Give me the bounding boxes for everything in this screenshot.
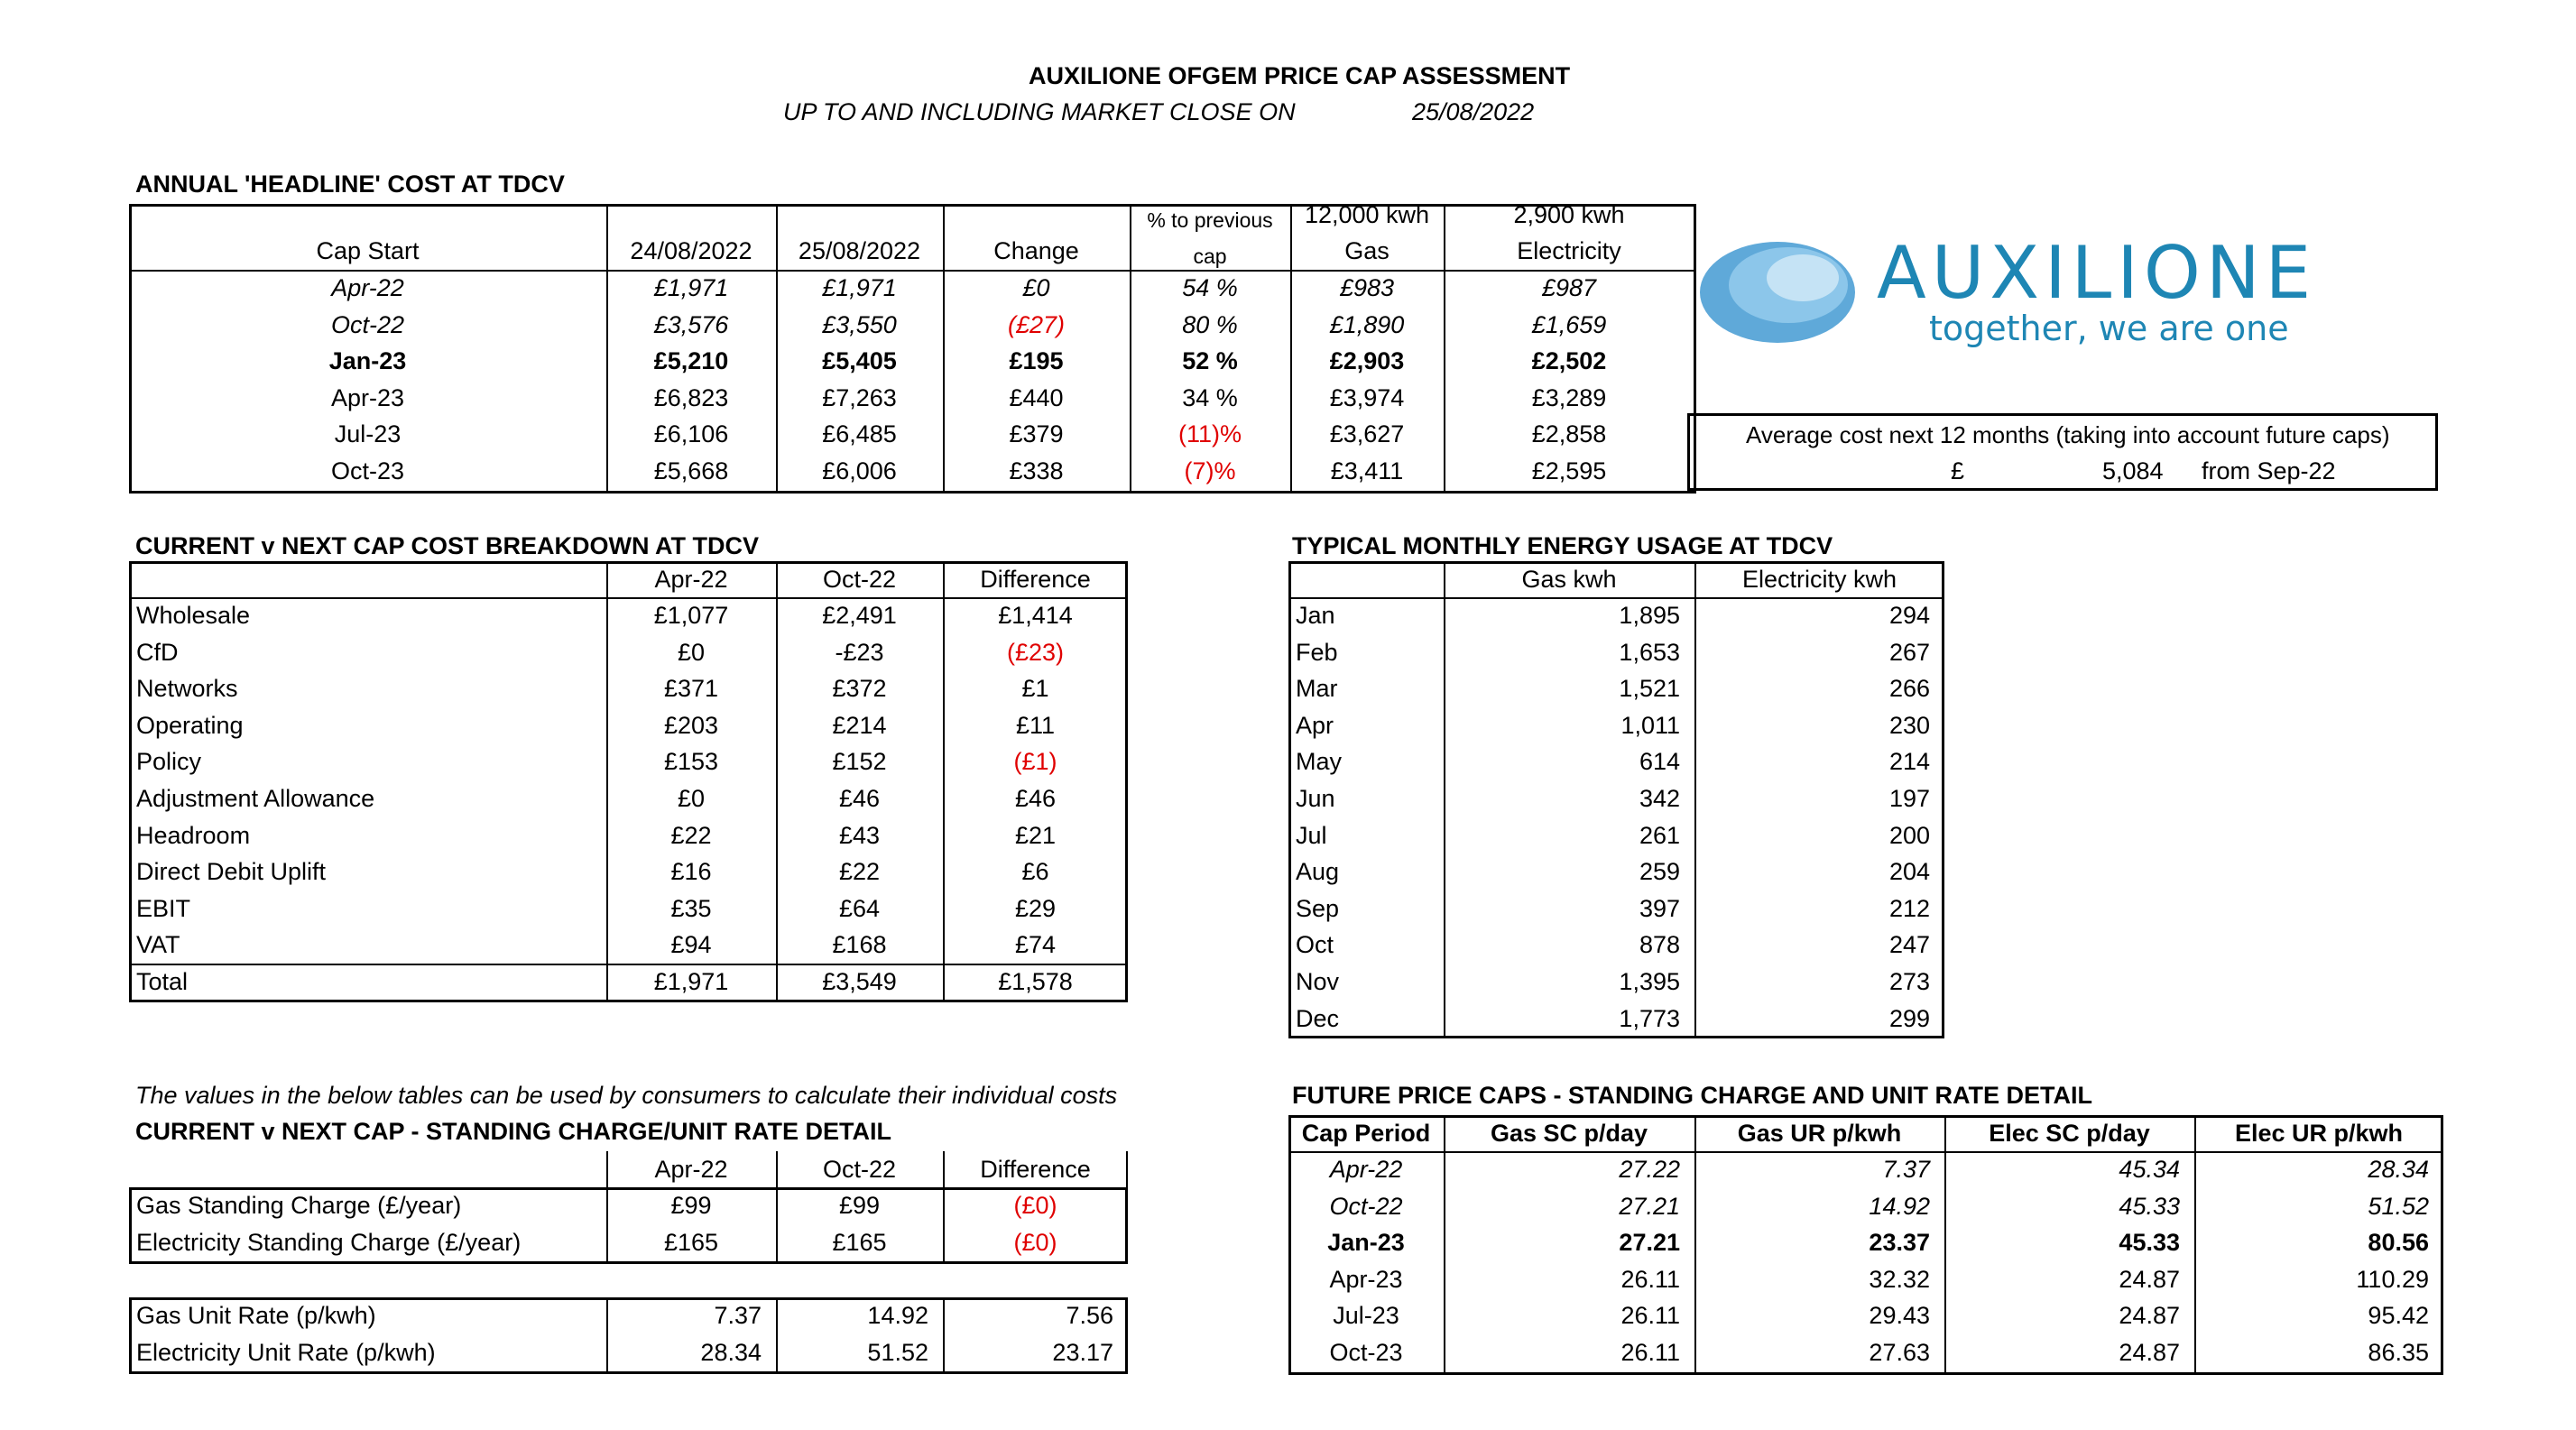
annual-gas: £3,627 bbox=[1329, 420, 1405, 448]
annual-elec: £2,858 bbox=[1531, 420, 1607, 448]
future-gas-ur: 14.92 bbox=[1869, 1192, 1930, 1220]
column-divider bbox=[1694, 561, 1696, 1038]
future-gas-ur: 29.43 bbox=[1869, 1302, 1930, 1330]
monthly-gas: 259 bbox=[1639, 858, 1680, 886]
standing-charge-a: £99 bbox=[670, 1192, 712, 1219]
header-date-2: 25/08/2022 bbox=[798, 237, 921, 264]
breakdown-diff: £21 bbox=[1014, 821, 1057, 849]
logo-name: AUXILIONE bbox=[1877, 231, 2317, 315]
breakdown-value-b: £64 bbox=[838, 894, 881, 922]
breakdown-label: Adjustment Allowance bbox=[136, 785, 375, 812]
monthly-month: Apr bbox=[1296, 711, 1334, 739]
breakdown-total-b: £3,549 bbox=[822, 968, 897, 995]
average-currency: £ bbox=[1951, 457, 1965, 484]
annual-gas: £1,890 bbox=[1329, 310, 1405, 338]
monthly-elec: 204 bbox=[1888, 858, 1930, 886]
breakdown-total-a: £1,971 bbox=[653, 968, 729, 995]
annual-value-d2: £5,405 bbox=[822, 347, 897, 375]
annual-value-d1: £5,668 bbox=[653, 457, 729, 484]
page-subtitle: UP TO AND INCLUDING MARKET CLOSE ON bbox=[783, 98, 1296, 125]
future-gas-sc: 27.21 bbox=[1619, 1229, 1680, 1257]
future-gas-ur: 32.32 bbox=[1869, 1265, 1930, 1293]
annual-pct: 52 % bbox=[1182, 347, 1238, 375]
monthly-month: Jul bbox=[1296, 821, 1327, 849]
future-period: Apr-23 bbox=[1329, 1265, 1403, 1293]
annual-elec: £2,595 bbox=[1531, 457, 1607, 484]
future-header-gas-sc: Gas SC p/day bbox=[1490, 1120, 1648, 1147]
header-change: Change bbox=[993, 237, 1079, 264]
breakdown-header-b: Oct-22 bbox=[822, 566, 897, 593]
breakdown-diff: £46 bbox=[1014, 785, 1057, 812]
breakdown-value-b: £43 bbox=[838, 821, 881, 849]
monthly-month: Mar bbox=[1296, 675, 1338, 703]
breakdown-diff: £29 bbox=[1014, 894, 1057, 922]
standing-charge-label: Gas Standing Charge (£/year) bbox=[136, 1192, 462, 1219]
monthly-elec: 267 bbox=[1888, 638, 1930, 666]
breakdown-value-a: £16 bbox=[670, 858, 712, 886]
future-elec-sc: 24.87 bbox=[2119, 1265, 2180, 1293]
future-elec-sc: 45.33 bbox=[2119, 1192, 2180, 1220]
standing-header-a: Apr-22 bbox=[654, 1156, 728, 1183]
monthly-gas: 1,773 bbox=[1619, 1004, 1680, 1032]
future-elec-ur: 86.35 bbox=[2368, 1339, 2429, 1366]
future-gas-sc: 26.11 bbox=[1620, 1339, 1680, 1366]
future-gas-ur: 27.63 bbox=[1869, 1339, 1930, 1366]
annual-cap-start: Jan-23 bbox=[328, 347, 407, 375]
breakdown-value-b: £22 bbox=[838, 858, 881, 886]
annual-pct: (11)% bbox=[1177, 420, 1242, 448]
monthly-month: Nov bbox=[1296, 968, 1340, 995]
breakdown-diff: £1 bbox=[1021, 675, 1049, 703]
monthly-elec: 273 bbox=[1888, 968, 1930, 995]
breakdown-value-a: £371 bbox=[663, 675, 719, 703]
future-elec-ur: 80.56 bbox=[2368, 1229, 2429, 1257]
column-divider bbox=[943, 1297, 945, 1374]
monthly-month: Feb bbox=[1296, 638, 1338, 666]
breakdown-diff: £74 bbox=[1014, 931, 1057, 959]
monthly-gas: 261 bbox=[1639, 821, 1680, 849]
future-gas-ur: 23.37 bbox=[1869, 1229, 1930, 1257]
future-gas-ur: 7.37 bbox=[1882, 1156, 1930, 1183]
page-title: AUXILIONE OFGEM PRICE CAP ASSESSMENT bbox=[1029, 62, 1571, 89]
annual-value-d2: £3,550 bbox=[822, 310, 897, 338]
future-elec-sc: 24.87 bbox=[2119, 1339, 2180, 1366]
standing-charge-diff: (£0) bbox=[1013, 1228, 1057, 1256]
annual-gas: £3,974 bbox=[1329, 383, 1405, 411]
annual-value-d2: £6,006 bbox=[822, 457, 897, 484]
average-from: from Sep-22 bbox=[2202, 457, 2336, 484]
annual-value-d1: £6,106 bbox=[653, 420, 729, 448]
auxilione-logo-icon bbox=[1696, 236, 1859, 354]
monthly-elec: 197 bbox=[1888, 785, 1930, 812]
breakdown-label: Wholesale bbox=[136, 602, 251, 629]
breakdown-value-b: £46 bbox=[838, 785, 881, 812]
unit-rate-a: 7.37 bbox=[714, 1302, 762, 1329]
breakdown-label: Networks bbox=[136, 675, 238, 703]
annual-change: £338 bbox=[1009, 457, 1064, 484]
header-cap-start: Cap Start bbox=[316, 237, 420, 264]
annual-value-d2: £7,263 bbox=[822, 383, 897, 411]
column-divider bbox=[1694, 1115, 1696, 1375]
header-pct-sub: cap bbox=[1193, 244, 1227, 268]
column-divider bbox=[1944, 1115, 1946, 1375]
breakdown-value-a: £203 bbox=[663, 711, 719, 739]
monthly-gas: 1,395 bbox=[1619, 968, 1680, 995]
annual-value-d1: £1,971 bbox=[653, 274, 729, 301]
breakdown-label: VAT bbox=[136, 931, 180, 959]
future-elec-ur: 110.29 bbox=[2356, 1265, 2429, 1293]
header-divider bbox=[1288, 1151, 2443, 1153]
annual-cap-start: Apr-22 bbox=[331, 274, 404, 301]
annual-change: £195 bbox=[1009, 347, 1064, 375]
monthly-elec: 294 bbox=[1888, 602, 1930, 629]
unit-rate-diff: 7.56 bbox=[1066, 1302, 1113, 1329]
monthly-elec: 214 bbox=[1888, 748, 1930, 776]
monthly-gas: 1,011 bbox=[1620, 711, 1680, 739]
annual-gas: £3,411 bbox=[1330, 457, 1404, 484]
annual-change: £440 bbox=[1009, 383, 1064, 411]
annual-value-d2: £1,971 bbox=[822, 274, 897, 301]
annual-change: £0 bbox=[1022, 274, 1050, 301]
future-table-border bbox=[1288, 1115, 2443, 1375]
annual-pct: 80 % bbox=[1182, 310, 1238, 338]
monthly-gas: 1,653 bbox=[1619, 638, 1680, 666]
monthly-elec: 266 bbox=[1888, 675, 1930, 703]
monthly-gas: 342 bbox=[1639, 785, 1680, 812]
header-pct: % to previous bbox=[1147, 208, 1273, 232]
annual-gas: £2,903 bbox=[1329, 347, 1405, 375]
breakdown-label: Headroom bbox=[136, 821, 251, 849]
monthly-month: Jun bbox=[1296, 785, 1335, 812]
header-gas: 12,000 kwh bbox=[1304, 201, 1430, 228]
breakdown-label: EBIT bbox=[136, 894, 191, 922]
future-header-period: Cap Period bbox=[1301, 1120, 1431, 1147]
future-section-title: FUTURE PRICE CAPS - STANDING CHARGE AND UNIT RATE DETAIL bbox=[1292, 1082, 2092, 1109]
column-divider bbox=[1444, 561, 1445, 1038]
column-divider bbox=[2194, 1115, 2196, 1375]
column-divider bbox=[776, 1297, 778, 1374]
breakdown-value-b: £168 bbox=[832, 931, 887, 959]
monthly-header-gas: Gas kwh bbox=[1521, 566, 1617, 593]
column-divider bbox=[606, 1297, 608, 1374]
monthly-month: Oct bbox=[1296, 931, 1334, 959]
breakdown-value-b: £214 bbox=[832, 711, 887, 739]
standing-charge-a: £165 bbox=[663, 1228, 719, 1256]
future-gas-sc: 27.22 bbox=[1619, 1156, 1680, 1183]
annual-cap-start: Oct-22 bbox=[330, 310, 405, 338]
column-divider bbox=[1444, 1115, 1445, 1375]
annual-elec: £3,289 bbox=[1531, 383, 1607, 411]
breakdown-diff: £11 bbox=[1015, 711, 1056, 739]
future-elec-sc: 45.33 bbox=[2119, 1229, 2180, 1257]
breakdown-total-label: Total bbox=[136, 968, 189, 995]
standing-charge-label: Electricity Standing Charge (£/year) bbox=[136, 1228, 522, 1256]
monthly-month: Sep bbox=[1296, 894, 1340, 922]
future-period: Oct-23 bbox=[1329, 1339, 1403, 1366]
future-header-elec-sc: Elec SC p/day bbox=[1989, 1120, 2150, 1147]
standing-charge-diff: (£0) bbox=[1013, 1192, 1057, 1219]
monthly-month: Dec bbox=[1296, 1004, 1340, 1032]
header-date-1: 24/08/2022 bbox=[630, 237, 752, 264]
annual-change: £379 bbox=[1009, 420, 1064, 448]
breakdown-value-a: £0 bbox=[677, 638, 706, 666]
standing-section-title: CURRENT v NEXT CAP - STANDING CHARGE/UNIT RATE DETAIL bbox=[135, 1118, 892, 1145]
breakdown-value-a: £94 bbox=[670, 931, 712, 959]
monthly-gas: 878 bbox=[1639, 931, 1680, 959]
annual-cap-start: Oct-23 bbox=[330, 457, 405, 484]
breakdown-header-a: Apr-22 bbox=[654, 566, 728, 593]
breakdown-diff: £1,414 bbox=[998, 602, 1073, 629]
breakdown-diff: £6 bbox=[1021, 858, 1049, 886]
future-period: Apr-22 bbox=[1329, 1156, 1403, 1183]
logo-tagline: together, we are one bbox=[1929, 309, 2289, 348]
annual-value-d1: £6,823 bbox=[653, 383, 729, 411]
average-cost-label: Average cost next 12 months (taking into account future caps) bbox=[1746, 421, 2390, 448]
monthly-gas: 1,895 bbox=[1619, 602, 1680, 629]
monthly-elec: 212 bbox=[1888, 894, 1930, 922]
header-divider bbox=[1288, 597, 1944, 599]
breakdown-header-diff: Difference bbox=[980, 566, 1091, 593]
monthly-elec: 230 bbox=[1888, 711, 1930, 739]
future-elec-sc: 45.34 bbox=[2119, 1156, 2180, 1183]
annual-value-d2: £6,485 bbox=[822, 420, 897, 448]
standing-header-b: Oct-22 bbox=[822, 1156, 897, 1183]
unit-rate-b: 51.52 bbox=[867, 1338, 928, 1366]
monthly-month: May bbox=[1296, 748, 1343, 776]
standing-charge-b: £165 bbox=[832, 1228, 887, 1256]
future-gas-sc: 27.21 bbox=[1619, 1192, 1680, 1220]
breakdown-value-a: £0 bbox=[677, 785, 706, 812]
monthly-table-border bbox=[1288, 561, 1944, 1038]
annual-pct: 34 % bbox=[1182, 383, 1238, 411]
annual-section-title: ANNUAL 'HEADLINE' COST AT TDCV bbox=[135, 171, 565, 198]
annual-elec: £987 bbox=[1541, 274, 1597, 301]
annual-value-d1: £3,576 bbox=[653, 310, 729, 338]
consumer-note: The values in the below tables can be used by consumers to calculate their individual costs bbox=[135, 1082, 1118, 1109]
annual-elec: £2,502 bbox=[1531, 347, 1607, 375]
future-elec-sc: 24.87 bbox=[2119, 1302, 2180, 1330]
annual-cap-start: Jul-23 bbox=[334, 420, 402, 448]
breakdown-label: Direct Debit Uplift bbox=[136, 858, 327, 886]
breakdown-value-b: £2,491 bbox=[822, 602, 897, 629]
future-header-elec-ur: Elec UR p/kwh bbox=[2234, 1120, 2404, 1147]
monthly-month: Jan bbox=[1296, 602, 1335, 629]
header-elec-sub: Electricity bbox=[1517, 237, 1621, 264]
future-elec-ur: 51.52 bbox=[2368, 1192, 2429, 1220]
unit-rate-diff: 23.17 bbox=[1052, 1338, 1113, 1366]
monthly-elec: 299 bbox=[1888, 1004, 1930, 1032]
breakdown-value-b: -£23 bbox=[835, 638, 884, 666]
monthly-elec: 200 bbox=[1888, 821, 1930, 849]
standing-charge-b: £99 bbox=[838, 1192, 881, 1219]
future-elec-ur: 28.34 bbox=[2368, 1156, 2429, 1183]
breakdown-diff: (£1) bbox=[1013, 748, 1057, 776]
header-gas-sub: Gas bbox=[1344, 237, 1390, 264]
monthly-gas: 1,521 bbox=[1619, 675, 1680, 703]
future-period: Oct-22 bbox=[1329, 1192, 1403, 1220]
monthly-gas: 397 bbox=[1639, 894, 1680, 922]
future-header-gas-ur: Gas UR p/kwh bbox=[1737, 1120, 1902, 1147]
monthly-month: Aug bbox=[1296, 858, 1340, 886]
breakdown-diff: (£23) bbox=[1006, 638, 1065, 666]
breakdown-total-diff: £1,578 bbox=[998, 968, 1073, 995]
breakdown-value-a: £22 bbox=[670, 821, 712, 849]
future-gas-sc: 26.11 bbox=[1620, 1265, 1680, 1293]
breakdown-value-a: £153 bbox=[663, 748, 719, 776]
breakdown-value-a: £35 bbox=[670, 894, 712, 922]
breakdown-label: Policy bbox=[136, 748, 202, 776]
future-period: Jul-23 bbox=[1333, 1302, 1399, 1330]
annual-gas: £983 bbox=[1339, 274, 1395, 301]
annual-cap-start: Apr-23 bbox=[330, 383, 405, 411]
header-elec: 2,900 kwh bbox=[1513, 201, 1625, 228]
standing-header-diff: Difference bbox=[980, 1156, 1091, 1183]
annual-pct: 54 % bbox=[1182, 274, 1238, 301]
monthly-header-elec: Electricity kwh bbox=[1741, 566, 1897, 593]
annual-change: (£27) bbox=[1007, 310, 1066, 338]
breakdown-label: CfD bbox=[136, 638, 179, 666]
breakdown-section-title: CURRENT v NEXT CAP COST BREAKDOWN AT TDCV bbox=[135, 532, 760, 559]
unit-rate-a: 28.34 bbox=[700, 1338, 762, 1366]
average-value: 5,084 bbox=[2102, 457, 2164, 484]
breakdown-value-b: £372 bbox=[832, 675, 887, 703]
monthly-elec: 247 bbox=[1888, 931, 1930, 959]
unit-rate-b: 14.92 bbox=[867, 1302, 928, 1329]
breakdown-label: Operating bbox=[136, 711, 244, 739]
annual-elec: £1,659 bbox=[1531, 310, 1607, 338]
future-period: Jan-23 bbox=[1327, 1229, 1405, 1257]
future-gas-sc: 26.11 bbox=[1620, 1302, 1680, 1330]
annual-value-d1: £5,210 bbox=[653, 347, 729, 375]
breakdown-value-b: £152 bbox=[832, 748, 887, 776]
annual-pct: (7)% bbox=[1184, 457, 1236, 484]
breakdown-value-a: £1,077 bbox=[653, 602, 729, 629]
future-elec-ur: 95.42 bbox=[2368, 1302, 2429, 1330]
monthly-section-title: TYPICAL MONTHLY ENERGY USAGE AT TDCV bbox=[1292, 532, 1833, 559]
assessment-date: 25/08/2022 bbox=[1412, 98, 1535, 125]
monthly-gas: 614 bbox=[1639, 748, 1680, 776]
unit-rate-label: Electricity Unit Rate (p/kwh) bbox=[136, 1338, 436, 1366]
unit-rate-label: Gas Unit Rate (p/kwh) bbox=[136, 1302, 376, 1329]
